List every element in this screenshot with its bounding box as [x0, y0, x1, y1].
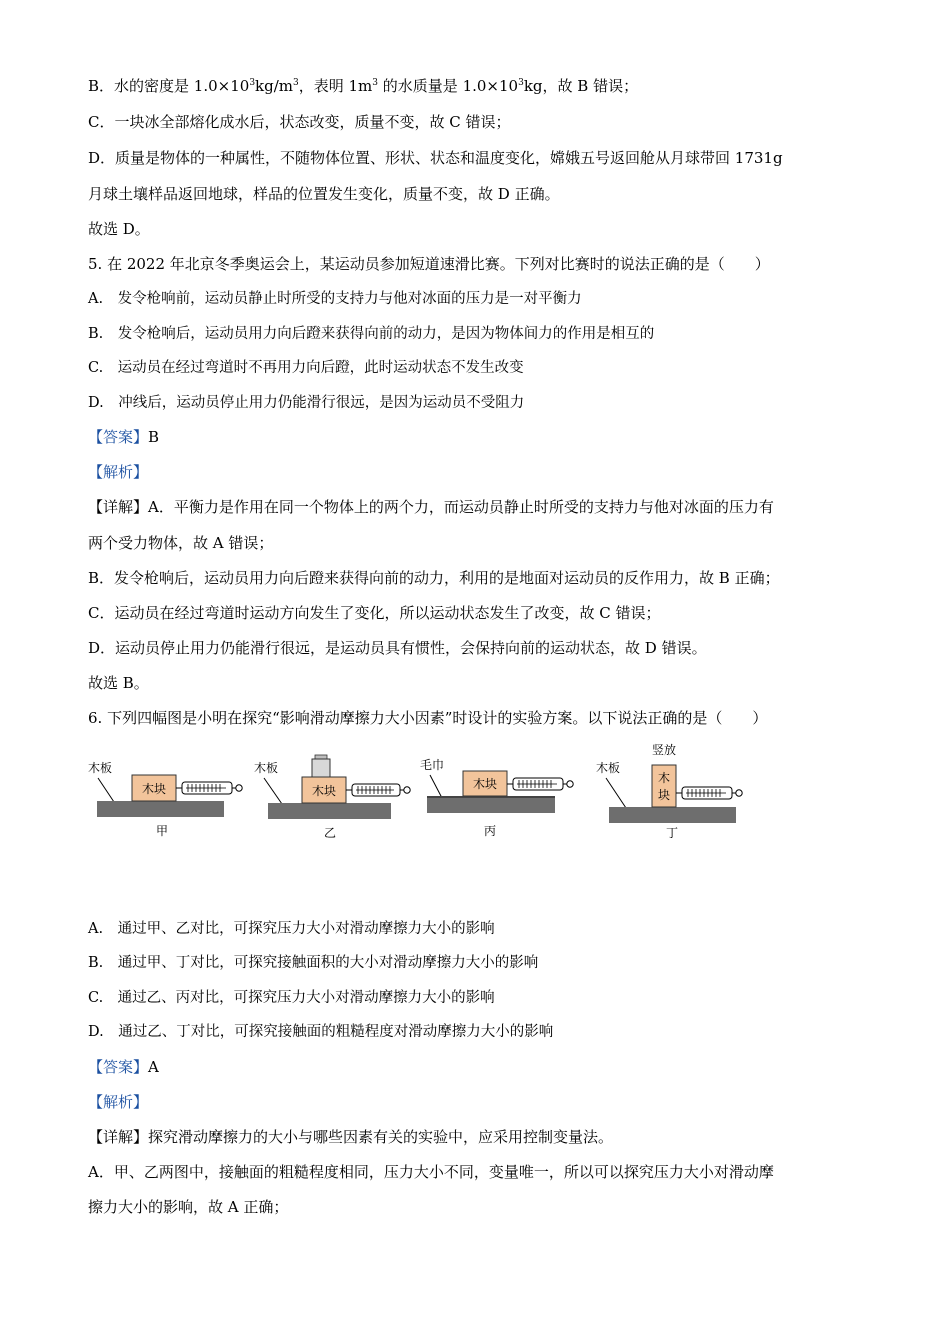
spring-scale-icon — [346, 784, 410, 796]
q5-answer — [88, 427, 159, 447]
board-label: 木板 — [88, 761, 113, 775]
q5-option-c: C. 运动员在经过弯道时不再用力向后蹬，此时运动状态不发生改变 — [88, 360, 524, 376]
q6-option-b: B. 通过甲、丁对比，可探究接触面积的大小对滑动摩擦力大小的影响 — [88, 955, 539, 971]
figure-ding — [596, 742, 742, 840]
q6-detail-1 — [88, 1127, 613, 1147]
q6-detail-3: 擦力大小的影响，故 A 正确； — [88, 1198, 289, 1216]
weight — [312, 759, 330, 777]
detail-text: 探究滑动摩擦力的大小与哪些因素有关的实验中，应采用控制变量法。 — [148, 1128, 614, 1146]
text-segment: ，表明 1m — [298, 77, 373, 95]
board-label: 木板 — [596, 761, 621, 775]
q5-option-a: A. 发令枪响前，运动员静止时所受的支持力与他对冰面的压力是一对平衡力 — [88, 291, 582, 307]
block-label: 木块 — [311, 784, 337, 798]
figure-caption: 丙 — [483, 824, 497, 838]
answer-line-c: C．一块冰全部熔化成水后，状态改变，质量不变，故 C 错误； — [88, 113, 511, 131]
detail-text: A．平衡力是作用在同一个物体上的两个力，而运动员静止时所受的支持力与他对冰面的压力有 — [148, 498, 774, 516]
conclusion-4: 故选 D。 — [88, 220, 150, 238]
text-segment: kg/m — [255, 77, 294, 95]
figure-caption: 丁 — [665, 826, 679, 840]
q5-detail-5: D．运动员停止用力仍能滑行很远，是运动员具有惯性，会保持向前的运动状态，故 D 错误。 — [88, 639, 707, 657]
q5-analysis-label: 【解析】 — [88, 463, 149, 481]
superscript: 3 — [293, 78, 299, 88]
spring-scale-icon — [676, 787, 742, 799]
text-segment: kg，故 B 错误； — [523, 77, 639, 95]
answer-label: 【答案】 — [88, 428, 149, 446]
wooden-board — [609, 807, 736, 823]
leader-line — [264, 778, 282, 804]
superscript: 3 — [249, 78, 256, 88]
board-label: 木板 — [254, 761, 279, 775]
detail-label: 【详解】 — [88, 498, 149, 516]
wooden-board — [268, 803, 391, 819]
question-6: 6. 下列四幅图是小明在探究“影响滑动摩擦力大小因素”时设计的实验方案。以下说法正确的是（ ） — [88, 709, 768, 727]
leader-line — [98, 778, 114, 802]
q6-detail-2: A．甲、乙两图中，接触面的粗糙程度相同，压力大小不同，变量唯一，所以可以探究压力大小对滑动摩 — [88, 1163, 774, 1181]
q5-detail-2: 两个受力物体，故 A 错误； — [88, 534, 274, 552]
figure-bing — [420, 757, 573, 838]
wooden-board — [427, 797, 555, 813]
superscript: 3 — [518, 78, 524, 88]
block-label: 木块 — [141, 782, 167, 796]
answer-line-d: D．质量是物体的一种属性，不随物体位置、形状、状态和温度变化，嫦娥五号返回舱从月球带回 1731g — [88, 149, 783, 167]
answer-value: A — [148, 1058, 159, 1076]
q6-option-c: C. 通过乙、丙对比，可探究压力大小对滑动摩擦力大小的影响 — [88, 990, 495, 1006]
answer-line-b — [88, 76, 638, 96]
figure-caption: 乙 — [323, 826, 337, 840]
wooden-board — [97, 801, 224, 817]
q6-answer — [88, 1057, 159, 1077]
figure-jia — [88, 760, 242, 838]
q6-option-a: A. 通过甲、乙对比，可探究压力大小对滑动摩擦力大小的影响 — [88, 921, 495, 937]
block-label: 木块 — [472, 777, 498, 791]
text-segment: B．水的密度是 1.0×10 — [88, 77, 250, 95]
q5-detail-3: B．发令枪响后，运动员用力向后蹬来获得向前的动力，利用的是地面对运动员的反作用力，故 B 正确； — [88, 569, 780, 587]
figure-caption: 甲 — [155, 824, 169, 838]
text-segment: 的水质量是 1.0×10 — [378, 77, 519, 95]
q6-analysis-label: 【解析】 — [88, 1093, 149, 1111]
q5-option-d: D. 冲线后，运动员停止用力仍能滑行很远，是因为运动员不受阻力 — [88, 395, 525, 411]
figure-yi — [254, 755, 410, 840]
detail-label: 【详解】 — [88, 1128, 149, 1146]
towel-label: 毛巾 — [420, 758, 445, 772]
q5-detail-4: C．运动员在经过弯道时运动方向发生了变化，所以运动状态发生了改变，故 C 错误； — [88, 604, 661, 622]
q5-detail-6: 故选 B。 — [88, 674, 149, 692]
answer-line-d-cont: 月球土壤样品返回地球，样品的位置发生变化，质量不变，故 D 正确。 — [88, 185, 560, 203]
answer-value: B — [148, 428, 160, 446]
superscript: 3 — [372, 78, 379, 88]
block-label: 块 — [657, 788, 671, 802]
block-label: 木 — [657, 771, 671, 785]
friction-experiment-figure — [80, 738, 760, 848]
question-5: 5. 在 2022 年北京冬季奥运会上，某运动员参加短道速滑比赛。下列对比赛时的说法正确的是（ ） — [88, 255, 770, 273]
weight-knob — [315, 755, 327, 759]
spring-scale-icon — [507, 778, 573, 790]
q6-option-d: D. 通过乙、丁对比，可探究接触面的粗糙程度对滑动摩擦力大小的影响 — [88, 1024, 554, 1040]
leader-line — [430, 775, 442, 798]
spring-scale-icon — [176, 782, 242, 794]
q5-option-b: B. 发令枪响后，运动员用力向后蹬来获得向前的动力，是因为物体间力的作用是相互的 — [88, 326, 655, 342]
answer-label: 【答案】 — [88, 1058, 149, 1076]
upright-label: 竖放 — [652, 743, 677, 757]
leader-line — [606, 778, 626, 808]
q5-detail-1 — [88, 497, 774, 517]
